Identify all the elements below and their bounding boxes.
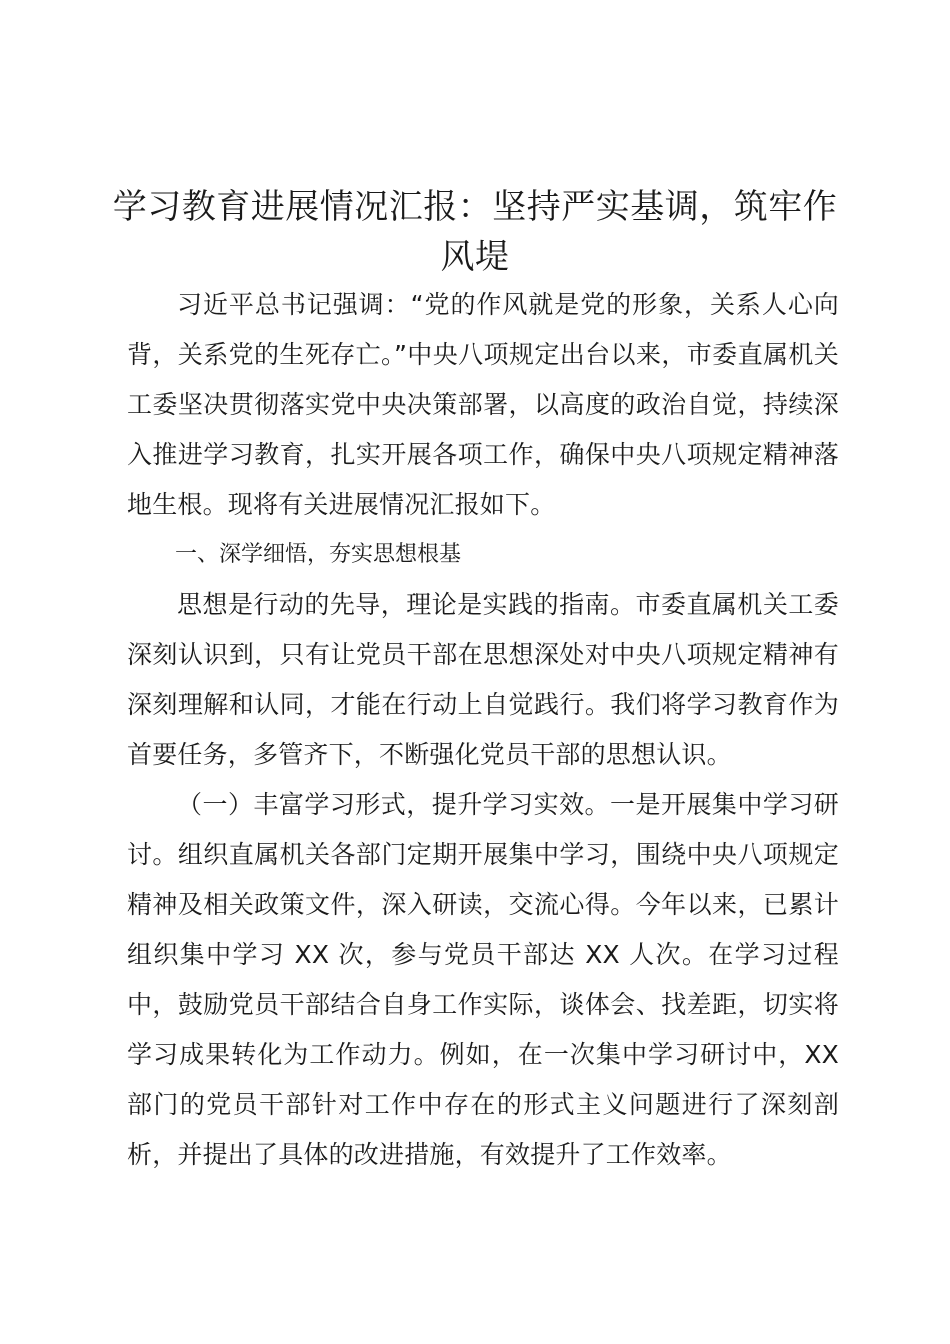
- document-title: 学习教育进展情况汇报：坚持严实基调，筑牢作风堤: [112, 187, 838, 277]
- section-paragraph: 思想是行动的先导，理论是实践的指南。市委直属机关工委深刻认识到，只有让党员干部在思想深处对中央八项规定精神有深刻理解和认同，才能在行动上自觉践行。我们将学习教育作为首要任务，多管齐下，不断强化党员干部的思想认识。: [127, 590, 839, 769]
- subsection-paragraph: （一）丰富学习形式，提升学习实效。一是开展集中学习研讨。组织直属机关各部门定期开展集中学习，围绕中央八项规定精神及相关政策文件，深入研读，交流心得。今年以来，已累计组织集中学习 XX 次，参与党员干部达 XX 人次。在学习过程中，鼓励党员干部结合自身工作实际，谈体会、找差距，切实将学习成果转化为工作动力。例如，在一次集中学习研讨中，XX 部门的党员干部针对工作中存在的形式主义问题进行了深刻剖析，并提出了具体的改进措施，有效提升了工作效率。: [127, 790, 839, 1169]
- intro-paragraph: 习近平总书记强调：“党的作风就是党的形象，关系人心向背，关系党的生死存亡。”中央八项规定出台以来，市委直属机关工委坚决贯彻落实党中央决策部署，以高度的政治自觉，持续深入推进学习教育，扎实开展各项工作，确保中央八项规定精神落地生根。现将有关进展情况汇报如下。: [127, 290, 839, 519]
- document-body: [127, 280, 839, 1180]
- section-heading: 一、深学细悟，夯实思想根基: [175, 542, 462, 567]
